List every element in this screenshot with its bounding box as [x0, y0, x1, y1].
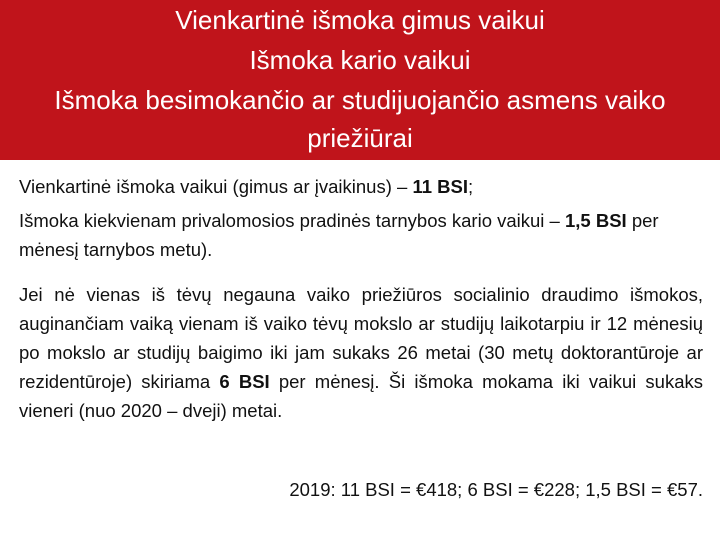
title-line-1: Vienkartinė išmoka gimus vaikui: [175, 5, 545, 35]
paragraph-text: ;: [468, 176, 474, 197]
paragraph-text: Jei nė vienas iš tėvų negauna vaiko priežiūros socialinio draudimo išmokos, auginančiam vaiką vienam iš vaiko tėvų mokslo ar studijų laikotarpiu ir 12 mėnesių po mokslo ar studijų baigimo iki jam sukaks 26 metai (30 metų doktorantūroje ar rezidentūroje) skiriama: [19, 284, 703, 392]
title-line-3: Išmoka besimokančio ar studijuojančio asmens vaiko: [54, 85, 666, 115]
paragraph-text: Išmoka kiekvienam privalomosios pradinės tarnybos kario vaikui –: [19, 210, 565, 231]
paragraph-soldier-child-benefit: [19, 206, 703, 264]
title-line-2: Išmoka kario vaikui: [249, 45, 471, 75]
bsi-values-2019: 2019: 11 BSI = €418; 6 BSI = €228; 1,5 BSI = €57.: [289, 479, 703, 500]
bsi-amount: 6 BSI: [219, 371, 270, 392]
paragraph-text: Vienkartinė išmoka vaikui (gimus ar įvaikinus) –: [19, 176, 413, 197]
bsi-amount: 1,5 BSI: [565, 210, 627, 231]
title-line-4: priežiūrai: [307, 123, 413, 153]
paragraph-text: per mėnesį. Ši išmoka mokama iki vaikui sukaks vieneri (nuo 2020 – dveji) metai.: [19, 371, 703, 421]
paragraph-one-time-benefit: [19, 172, 703, 201]
bsi-amount: 11 BSI: [412, 176, 468, 197]
paragraph-text: per mėnesį tarnybos metu).: [19, 210, 659, 260]
title-band: [0, 0, 720, 160]
paragraph-student-parent-benefit: [19, 280, 703, 425]
